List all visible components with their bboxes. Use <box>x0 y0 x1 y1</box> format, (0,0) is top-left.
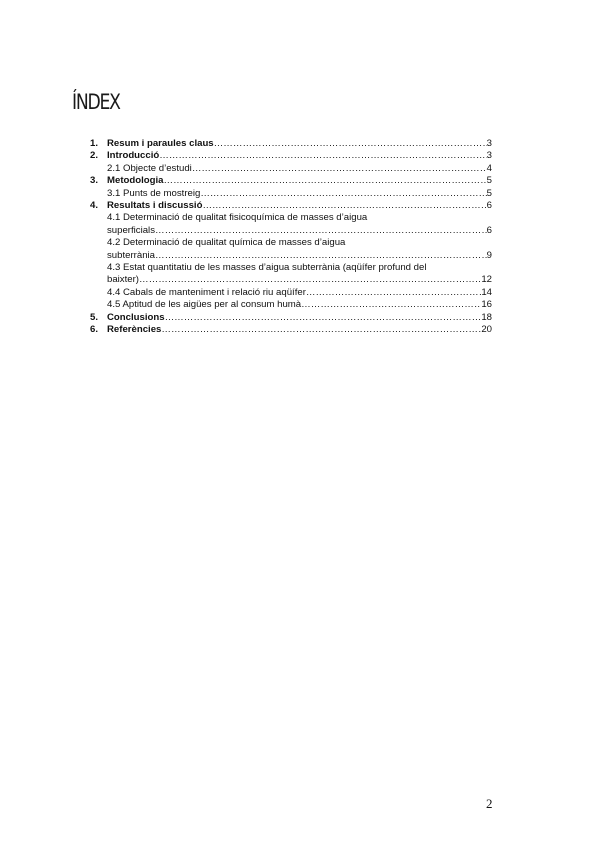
page-title: ÍNDEX <box>72 90 120 114</box>
toc-number: 1. <box>90 138 99 149</box>
toc-label-line: baixter) <box>107 274 139 286</box>
table-of-contents <box>90 138 492 337</box>
toc-page: 6 <box>486 224 492 236</box>
toc-leader <box>139 274 481 286</box>
toc-leader <box>214 138 487 150</box>
toc-entry[interactable] <box>90 150 492 162</box>
toc-entry[interactable] <box>90 175 492 187</box>
toc-page: 14 <box>481 286 492 298</box>
toc-leader <box>192 163 487 175</box>
toc-page: 4 <box>486 162 492 174</box>
toc-leader <box>155 250 487 262</box>
toc-subentry[interactable] <box>90 299 492 311</box>
toc-subentry[interactable] <box>90 262 492 287</box>
toc-leader <box>202 200 486 212</box>
toc-leader <box>200 188 486 200</box>
toc-label: Introducció <box>107 150 160 162</box>
toc-page: 9 <box>486 249 492 261</box>
toc-label: Conclusions <box>107 311 165 323</box>
toc-label: Metodologia <box>107 175 164 187</box>
toc-entry[interactable] <box>90 324 492 336</box>
toc-subentry[interactable] <box>90 237 492 262</box>
toc-entry[interactable] <box>90 200 492 212</box>
toc-subentry[interactable] <box>90 287 492 299</box>
toc-page: 20 <box>481 324 492 336</box>
toc-number: 3. <box>90 175 99 187</box>
toc-page: 12 <box>481 274 492 286</box>
toc-entry[interactable] <box>90 312 492 324</box>
toc-page: 6 <box>486 200 492 212</box>
toc-label: 4.5 Aptitud de les aigües per al consum humà <box>107 299 302 311</box>
toc-label-line: 4.3 Estat quantitatiu de les masses d’aigua subterrània (aqüífer profund del <box>107 262 427 274</box>
toc-number: 2. <box>90 150 99 162</box>
toc-label: Referències <box>107 324 162 336</box>
toc-leader <box>155 225 487 237</box>
page-number: 2 <box>486 796 493 811</box>
toc-leader <box>306 287 481 299</box>
toc-leader <box>301 299 481 311</box>
toc-label-line: 4.1 Determinació de qualitat fisicoquímica de masses d’aigua <box>107 212 368 224</box>
toc-label-line: superficials <box>107 224 155 236</box>
toc-label: 2.1 Objecte d’estudi <box>107 162 192 174</box>
toc-subentry[interactable] <box>90 163 492 175</box>
toc-subentry[interactable] <box>90 188 492 200</box>
toc-label-line: 4.2 Determinació de qualitat química de masses d’aigua <box>107 237 346 249</box>
toc-label: Resultats i discussió <box>107 200 203 212</box>
toc-leader <box>165 312 482 324</box>
toc-page: 3 <box>486 150 492 162</box>
toc-page: 3 <box>486 138 492 149</box>
toc-page: 16 <box>481 299 492 311</box>
toc-label: 4.4 Cabals de manteniment i relació riu aqüífer <box>107 286 306 298</box>
toc-number: 4. <box>90 200 99 212</box>
toc-label-line: subterrània <box>107 249 155 261</box>
toc-number: 5. <box>90 311 99 323</box>
toc-page: 18 <box>481 311 492 323</box>
toc-label: 3.1 Punts de mostreig <box>107 187 201 199</box>
toc-leader <box>159 150 486 162</box>
toc-leader <box>161 324 481 336</box>
toc-page: 5 <box>486 187 492 199</box>
toc-leader <box>164 175 487 187</box>
toc-entry[interactable] <box>90 138 492 150</box>
toc-subentry[interactable] <box>90 212 492 237</box>
toc-label: Resum i paraules claus <box>107 138 214 149</box>
toc-page: 5 <box>486 175 492 187</box>
toc-number: 6. <box>90 324 99 336</box>
